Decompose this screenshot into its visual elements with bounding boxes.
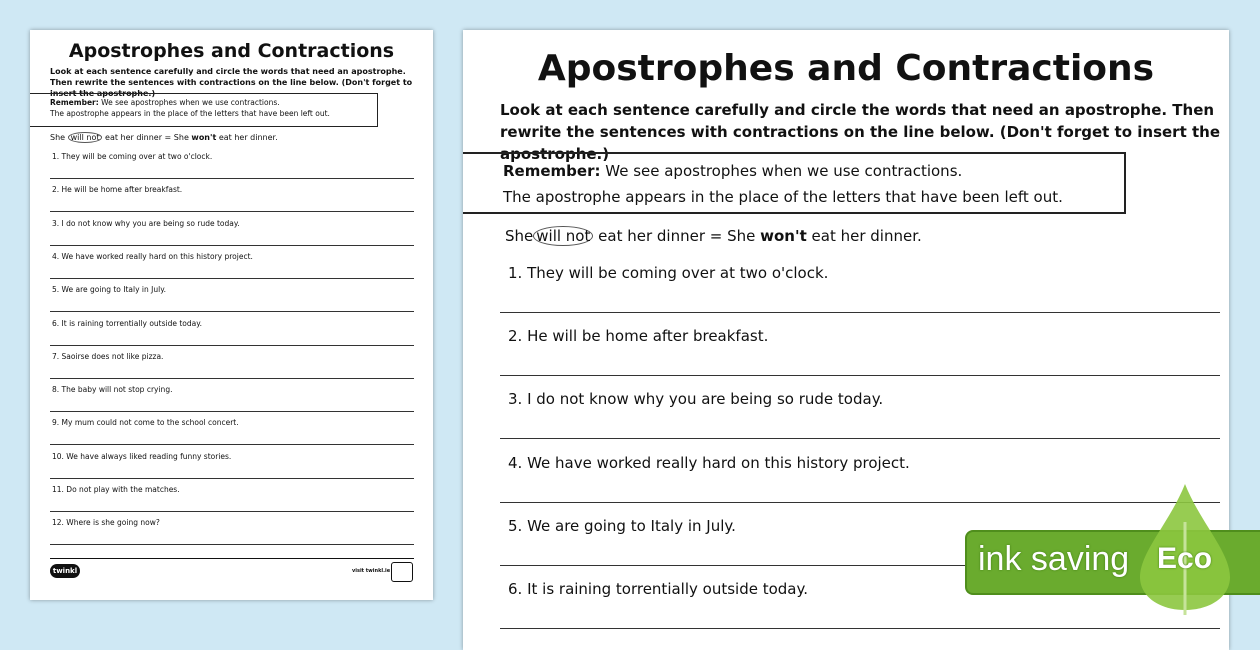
remember-line-1: We see apostrophes when we use contractions. bbox=[605, 162, 963, 180]
instructions: Look at each sentence carefully and circle the words that need an apostrophe. Then rewrite the sentences with contractions on the line below. (Don't forget to insert the apostrophe.) bbox=[500, 101, 1220, 163]
footer-site: visit twinkl.ie bbox=[352, 568, 391, 574]
answer-line[interactable] bbox=[500, 312, 1220, 313]
question-item: 1. They will be coming over at two o'clock. bbox=[52, 152, 213, 161]
remember-label: Remember: bbox=[503, 162, 601, 180]
question-item: 4. We have worked really hard on this history project. bbox=[52, 251, 253, 261]
answer-line[interactable] bbox=[50, 411, 414, 412]
remember-line-2: The apostrophe appears in the place of the letters that have been left out. bbox=[503, 187, 1063, 206]
answer-line[interactable] bbox=[50, 378, 414, 379]
answer-line[interactable] bbox=[50, 245, 414, 246]
answer-line[interactable] bbox=[50, 278, 414, 279]
remember-line-2: The apostrophe appears in the place of the letters that have been left out. bbox=[50, 109, 330, 119]
worksheet-thumbnail bbox=[30, 30, 433, 600]
remember-line-1: We see apostrophes when we use contractions. bbox=[101, 98, 280, 107]
example-sentence: She will not eat her dinner = She won't eat her dinner. bbox=[505, 227, 922, 245]
question-item: 1. They will be coming over at two o'clock. bbox=[508, 264, 829, 282]
question-item: 3. I do not know why you are being so rude today. bbox=[508, 390, 884, 409]
eco-label: Eco bbox=[1157, 542, 1213, 575]
answer-line[interactable] bbox=[50, 311, 414, 312]
answer-line[interactable] bbox=[50, 511, 414, 512]
answer-line[interactable] bbox=[50, 345, 414, 346]
question-item: 11. Do not play with the matches. bbox=[52, 485, 180, 494]
question-item: 6. It is raining torrentially outside today. bbox=[52, 318, 202, 328]
ink-saving-label: ink saving bbox=[978, 540, 1130, 578]
example-sentence: She will not eat her dinner = She won't eat her dinner. bbox=[50, 133, 278, 142]
answer-line[interactable] bbox=[500, 502, 1220, 503]
answer-line[interactable] bbox=[50, 444, 414, 445]
question-item: 8. The baby will not stop crying. bbox=[52, 385, 173, 395]
question-item: 2. He will be home after breakfast. bbox=[52, 185, 183, 195]
question-item: 9. My mum could not come to the school concert. bbox=[52, 418, 239, 428]
question-item: 2. He will be home after breakfast. bbox=[508, 327, 769, 346]
twinkl-logo: twinkl bbox=[50, 564, 80, 578]
remember-box bbox=[30, 93, 378, 127]
remember-label: Remember: bbox=[50, 98, 99, 107]
question-item: 3. I do not know why you are being so rude today. bbox=[52, 218, 240, 228]
answer-line[interactable] bbox=[50, 544, 414, 545]
question-item: 6. It is raining torrentially outside today. bbox=[508, 580, 808, 598]
question-item: 5. We are going to Italy in July. bbox=[52, 285, 166, 295]
remember-box bbox=[463, 152, 1126, 214]
answer-line[interactable] bbox=[50, 478, 414, 479]
question-item: 4. We have worked really hard on this history project. bbox=[508, 453, 910, 472]
badge-icon bbox=[391, 562, 413, 582]
instructions: Look at each sentence carefully and circle the words that need an apostrophe. Then rewrite the sentences with contractions on the line below. (Don't forget to insert the apostrophe.) bbox=[50, 67, 413, 98]
worksheet-title: Apostrophes and Contractions bbox=[537, 48, 1155, 89]
answer-line[interactable] bbox=[500, 628, 1220, 629]
question-item: 10. We have always liked reading funny stories. bbox=[52, 451, 232, 461]
worksheet-title: Apostrophes and Contractions bbox=[68, 40, 395, 62]
answer-line[interactable] bbox=[500, 375, 1220, 376]
answer-line[interactable] bbox=[500, 438, 1220, 439]
answer-line[interactable] bbox=[50, 178, 414, 179]
question-item: 7. Saoirse does not like pizza. bbox=[52, 351, 164, 361]
answer-line[interactable] bbox=[50, 211, 414, 212]
question-item: 12. Where is she going now? bbox=[52, 518, 160, 528]
question-item: 5. We are going to Italy in July. bbox=[508, 516, 736, 535]
